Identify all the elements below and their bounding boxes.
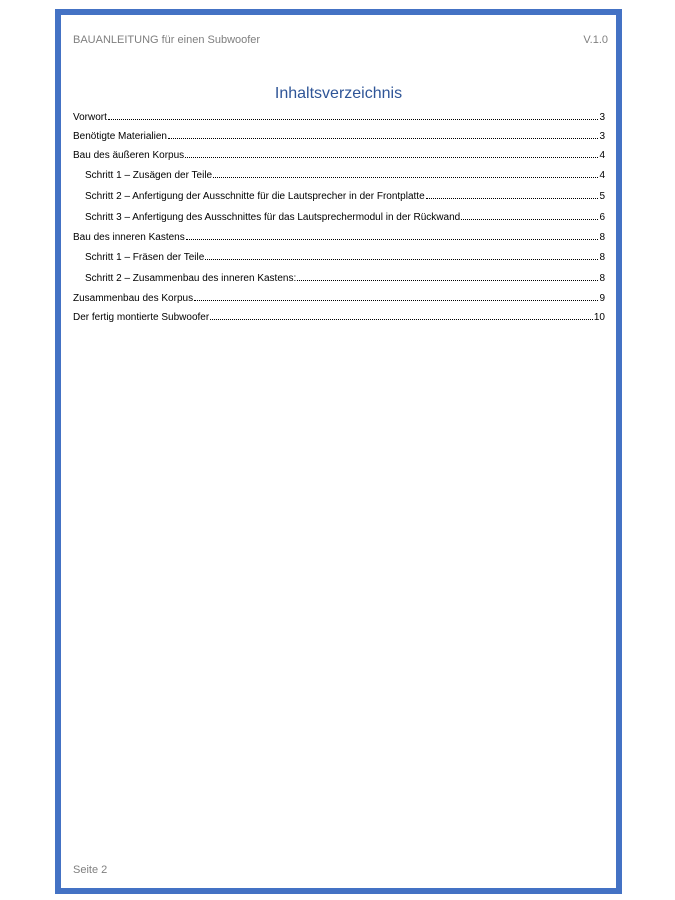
header-version: V.1.0 <box>583 34 608 46</box>
toc-entry-page: 6 <box>599 212 605 223</box>
toc-entry-label: Zusammenbau des Korpus <box>73 293 194 304</box>
toc-entry[interactable] <box>73 247 605 268</box>
toc-entry-label: Benötigte Materialien <box>73 131 167 142</box>
toc-entry-label: Schritt 1 – Zusägen der Teile <box>85 170 213 181</box>
toc-entry-label: Vorwort <box>73 112 107 123</box>
toc-entry-label: Schritt 3 – Anfertigung des Ausschnittes für das Lautsprechermodul in der Rückwand <box>85 212 461 223</box>
toc-entry[interactable] <box>73 146 605 165</box>
toc-entry[interactable] <box>73 268 605 289</box>
toc-entry[interactable] <box>73 289 605 308</box>
toc-entry[interactable] <box>73 308 605 327</box>
toc-entry-label: Schritt 2 – Zusammenbau des inneren Kastens: <box>85 273 297 284</box>
toc-entry[interactable] <box>73 127 605 146</box>
toc-leader-dots <box>186 239 599 240</box>
toc-leader-dots <box>108 119 599 120</box>
toc-entry-page: 8 <box>599 232 605 243</box>
toc-entry-page: 8 <box>599 252 605 263</box>
toc-entry-label: Bau des inneren Kastens <box>73 232 185 243</box>
toc-leader-dots <box>205 259 598 260</box>
toc-leader-dots <box>168 138 598 139</box>
footer-page-number: Seite 2 <box>73 864 108 876</box>
toc-entry[interactable] <box>73 207 605 228</box>
toc-entry-label: Schritt 2 – Anfertigung der Ausschnitte für die Lautsprecher in der Frontplatte <box>85 191 425 202</box>
toc-leader-dots <box>185 157 598 158</box>
toc-leader-dots <box>461 219 598 220</box>
toc-leader-dots <box>426 198 599 199</box>
toc-entry-page: 5 <box>599 191 605 202</box>
toc-entry-page: 3 <box>599 112 605 123</box>
toc-entry[interactable] <box>73 186 605 207</box>
toc-leader-dots <box>210 319 593 320</box>
toc-entry-label: Schritt 1 – Fräsen der Teile <box>85 252 205 263</box>
toc-leader-dots <box>194 300 598 301</box>
document-page <box>55 9 622 894</box>
toc-leader-dots <box>297 280 598 281</box>
toc-entry-label: Der fertig montierte Subwoofer <box>73 312 210 323</box>
toc-entry-page: 9 <box>599 293 605 304</box>
toc-entry-label: Bau des äußeren Korpus <box>73 150 185 161</box>
toc-entry-page: 3 <box>599 131 605 142</box>
toc-entry[interactable] <box>73 165 605 186</box>
toc-entry-page: 10 <box>593 312 605 323</box>
toc-leader-dots <box>213 177 598 178</box>
toc-heading: Inhaltsverzeichnis <box>274 85 403 102</box>
table-of-contents <box>73 108 605 327</box>
toc-entry-page: 4 <box>599 150 605 161</box>
header-title: BAUANLEITUNG für einen Subwoofer <box>73 34 261 46</box>
toc-entry-page: 8 <box>599 273 605 284</box>
toc-entry[interactable] <box>73 228 605 247</box>
toc-entry-page: 4 <box>599 170 605 181</box>
toc-entry[interactable] <box>73 108 605 127</box>
